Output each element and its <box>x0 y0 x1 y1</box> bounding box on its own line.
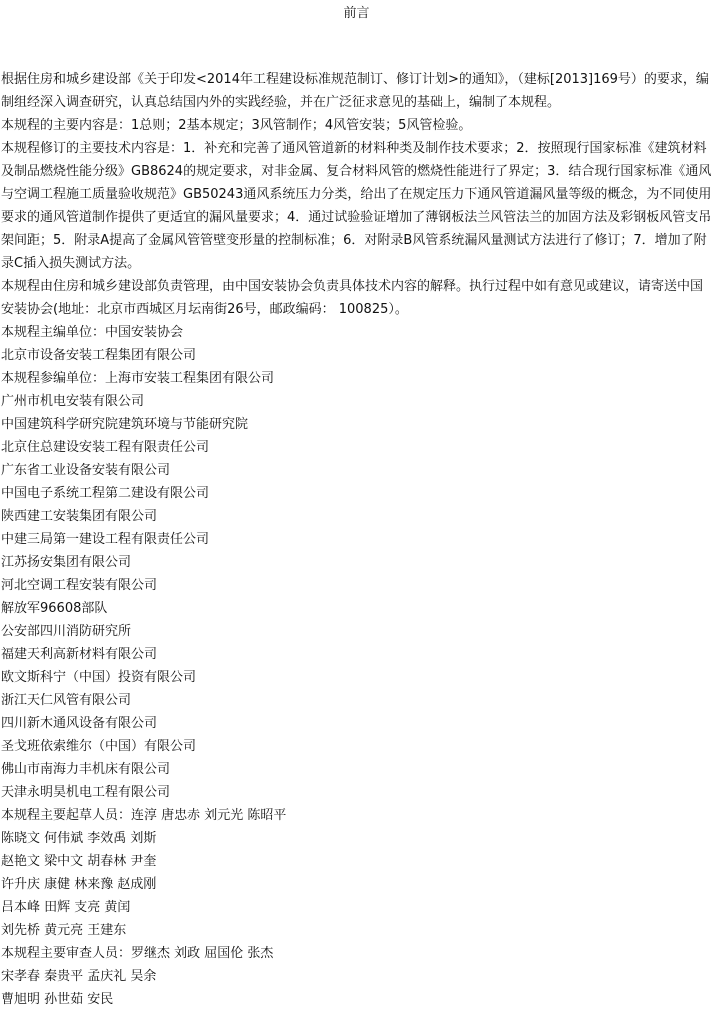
unit-line: 四川新木通风设备有限公司 <box>1 716 158 731</box>
unit-line: 中国电子系统工程第二建设有限公司 <box>1 486 210 501</box>
unit-line: 福建天利高新材料有限公司 <box>1 647 158 662</box>
drafters-names-line: 吕本峰 田辉 支亮 黄闰 <box>1 900 131 915</box>
unit-line: 陕西建工安装集团有限公司 <box>1 509 158 524</box>
unit-line: 北京住总建设安装工程有限责任公司 <box>1 440 210 455</box>
editor-unit-line: 本规程主编单位：中国安装协会 <box>1 325 184 340</box>
unit-line: 江苏扬安集团有限公司 <box>1 555 132 570</box>
reviewers-names-line: 宋孝春 秦贵平 孟庆礼 吴余 <box>1 969 157 984</box>
paragraph-main-content: 本规程的主要内容是：1总则；2基本规定；3风管制作；4风管安装；5风管检验。 <box>1 118 472 133</box>
unit-line: 河北空调工程安装有限公司 <box>1 578 158 593</box>
unit-line: 北京市设备安装工程集团有限公司 <box>1 348 197 363</box>
unit-line: 解放军96608部队 <box>1 601 108 616</box>
unit-line: 广州市机电安装有限公司 <box>1 394 145 409</box>
paragraph-management: 本规程由住房和城乡建设部负责管理，由中国安装协会负责具体技术内容的解释。执行过程中如有意见或建议，请寄送中国安装协会(地址：北京市西城区月坛南街26号，邮政编码： 100825）。 <box>1 279 704 317</box>
unit-line: 广东省工业设备安装有限公司 <box>1 463 171 478</box>
document-title: 前言 <box>343 6 370 21</box>
drafters-names-line: 刘先桥 黄元亮 王建东 <box>1 923 127 938</box>
unit-line: 中国建筑科学研究院建筑环境与节能研究院 <box>1 417 249 432</box>
unit-line: 中建三局第一建设工程有限责任公司 <box>1 532 210 547</box>
title-spacer <box>1 25 712 68</box>
paragraph-preface-basis: 根据住房和城乡建设部《关于印发<2014年工程建设标准规范制订、修订计划>的通知》，（建标[2013]169号）的要求，编制组经深入调查研究，认真总结国内外的实践经验，并在广泛征求意见的基础上，编制了本规程。 <box>1 72 709 110</box>
drafters-names-line: 赵艳文 梁中文 胡春林 尹奎 <box>1 854 157 869</box>
drafters-names-line: 陈晓文 何伟斌 李效禹 刘斯 <box>1 831 157 846</box>
unit-line: 浙江天仁风管有限公司 <box>1 693 132 708</box>
unit-line: 欧文斯科宁（中国）投资有限公司 <box>1 670 197 685</box>
drafters-line: 本规程主要起草人员：连淳 唐忠赤 刘元光 陈昭平 <box>1 808 287 823</box>
reviewers-names-line: 曹旭明 孙世茹 安民 <box>1 992 114 1007</box>
unit-line: 佛山市南海力丰机床有限公司 <box>1 762 171 777</box>
document-page <box>0 2 718 1007</box>
unit-line: 公安部四川消防研究所 <box>1 624 132 639</box>
paragraph-revision-content: 本规程修订的主要技术内容是：1．补充和完善了通风管道新的材料种类及制作技术要求；2．按照现行国家标准《建筑材料及制品燃烧性能分级》GB8624的规定要求，对非金属、复合材料风管的燃烧性能进行了界定；3．结合现行国家标准《通风与空调工程施工质量验收规范》GB50243通风系统压力分类，给出了在规定压力下通风管道漏风量等级的概念，为不同使用要求的通风管道制作提供了更适宜的漏风量要求；4．通过试验验证增加了薄钢板法兰风管法兰的加固方法及彩钢板风管支吊架间距；5．附录A提高了金属风管管壁变形量的控制标准；6．对附录B风管系统漏风量测试方法进行了修订；7．增加了附录C插入损失测试方法。 <box>1 141 712 271</box>
drafters-names-line: 许升庆 康健 林来豫 赵成刚 <box>1 877 157 892</box>
unit-line: 圣戈班依索维尔（中国）有限公司 <box>1 739 197 754</box>
reviewers-line: 本规程主要审查人员：罗继杰 刘政 屈国伦 张杰 <box>1 946 274 961</box>
participating-unit-line: 本规程参编单位：上海市安装工程集团有限公司 <box>1 371 275 386</box>
unit-line: 天津永明昊机电工程有限公司 <box>1 785 171 800</box>
